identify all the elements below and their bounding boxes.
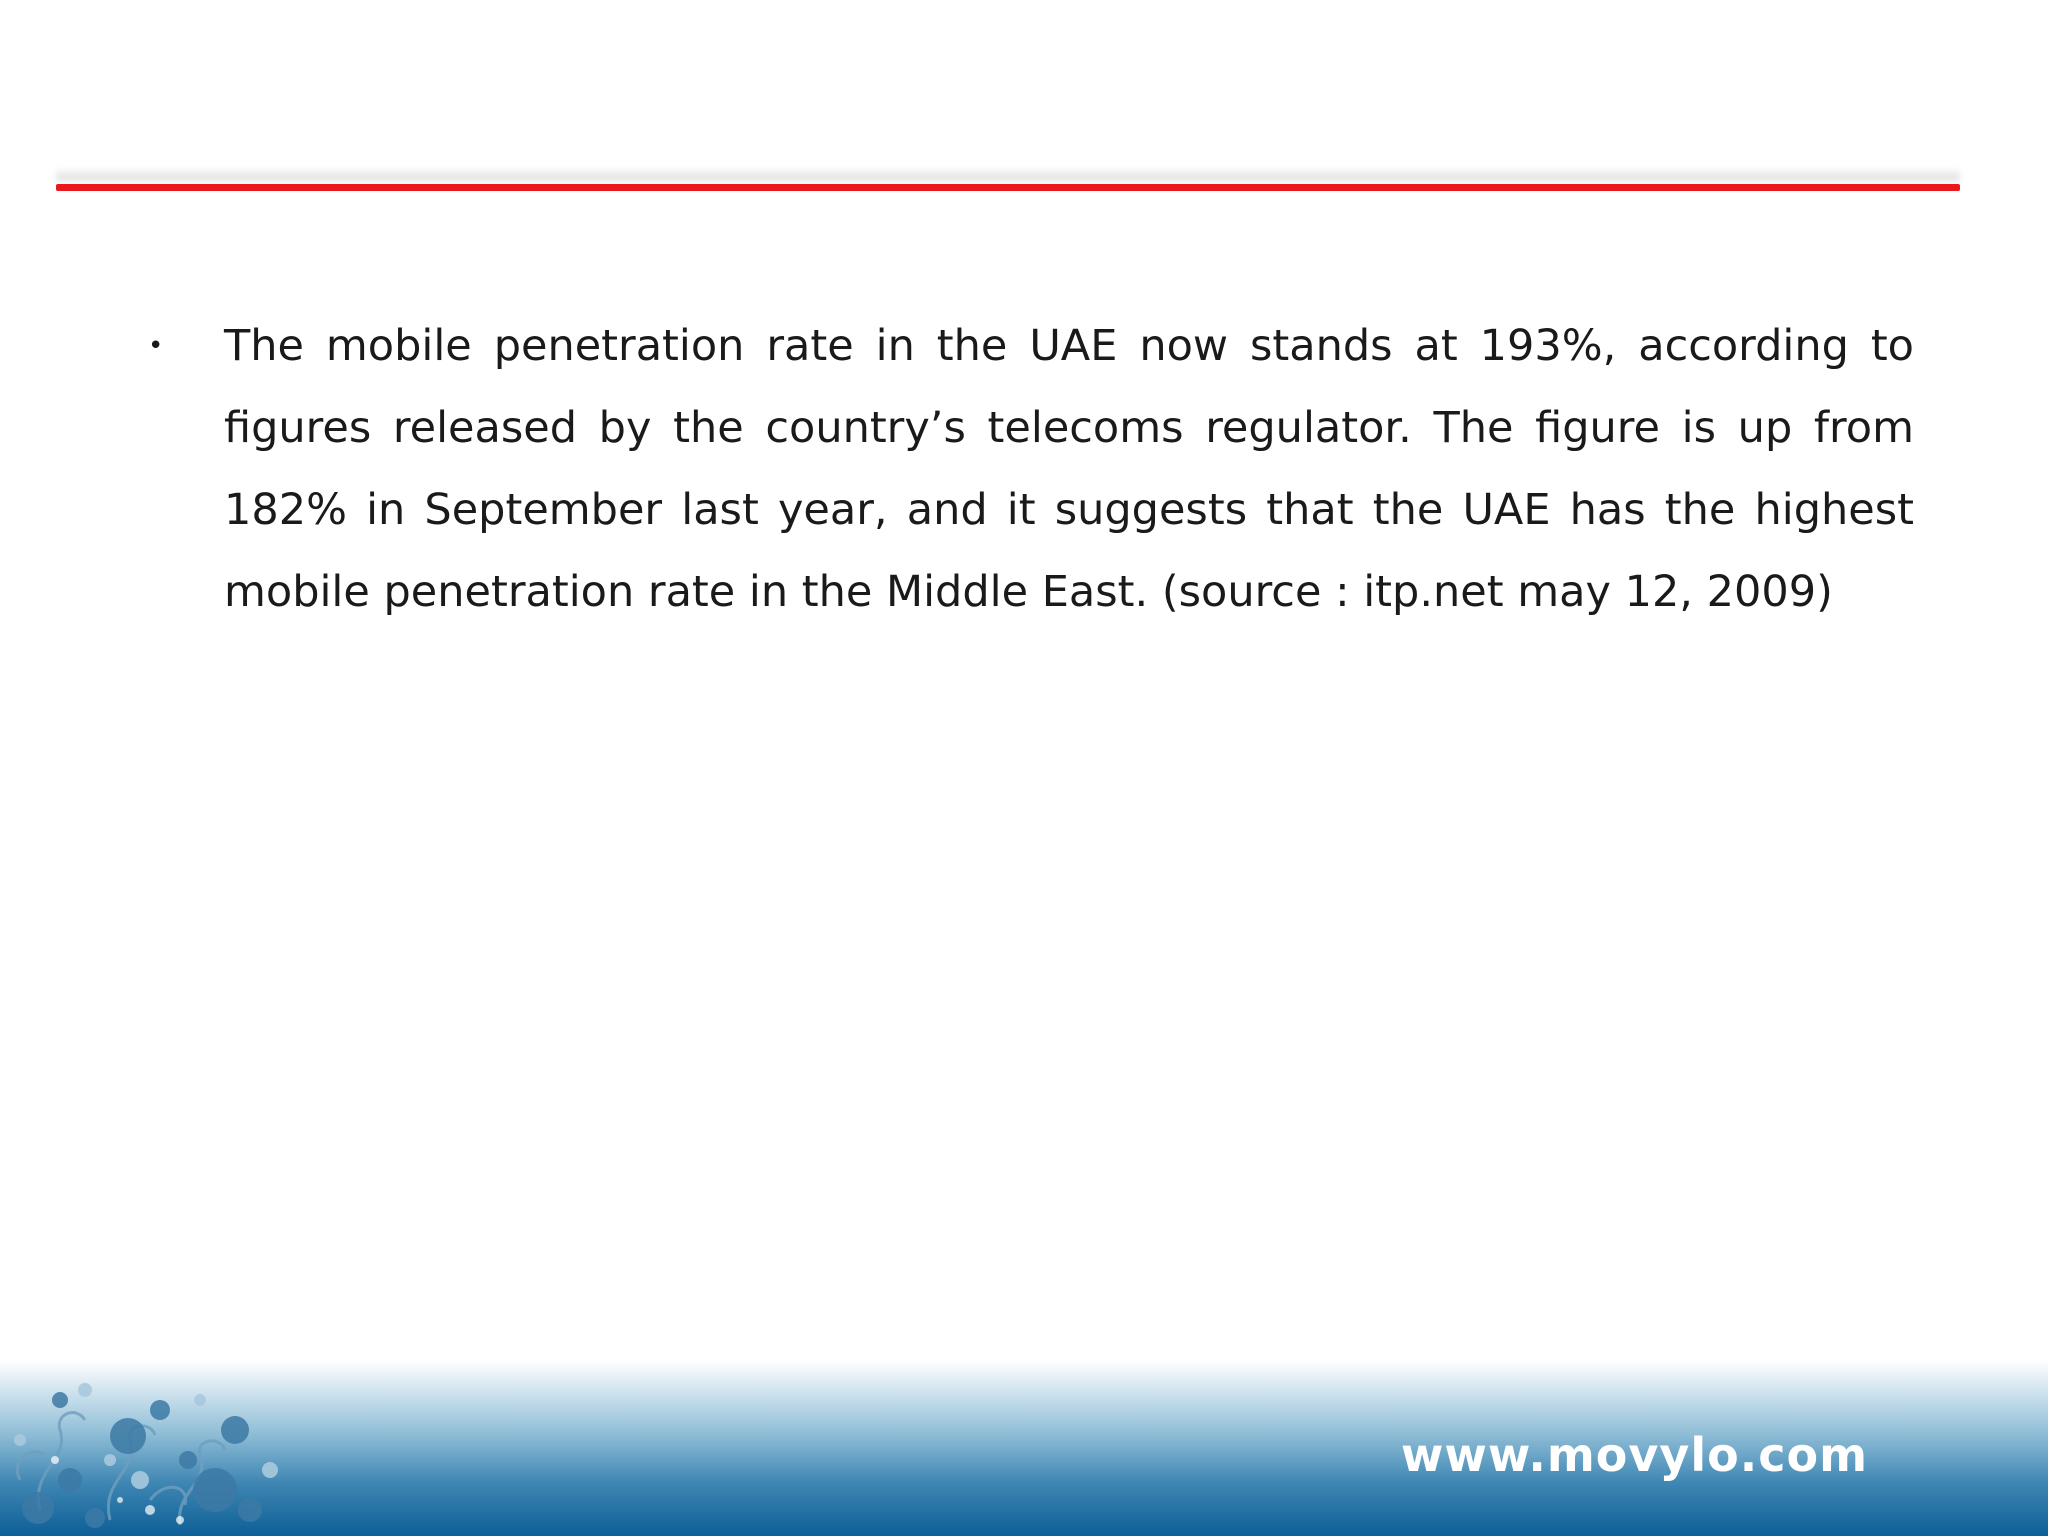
footer-band [0, 1360, 2048, 1536]
bullet-icon: • [148, 331, 164, 361]
title-rule [56, 184, 1960, 191]
bubbles-swirl-icon [0, 1360, 320, 1536]
bullet-item [140, 305, 1914, 633]
title-rule-shadow [56, 168, 1960, 184]
bullet-text: The mobile penetration rate in the UAE now stands at 193%, according to figures released by the country’s telecoms regulator. The figure is up from 182% in September last year, and it suggests that the UAE has the highest mobile penetration rate in the Middle East. (source : itp.net may 12, 2009) [224, 321, 1914, 617]
slide-body [140, 305, 1914, 633]
website-url[interactable]: www.movylo.com [1400, 1428, 1868, 1482]
